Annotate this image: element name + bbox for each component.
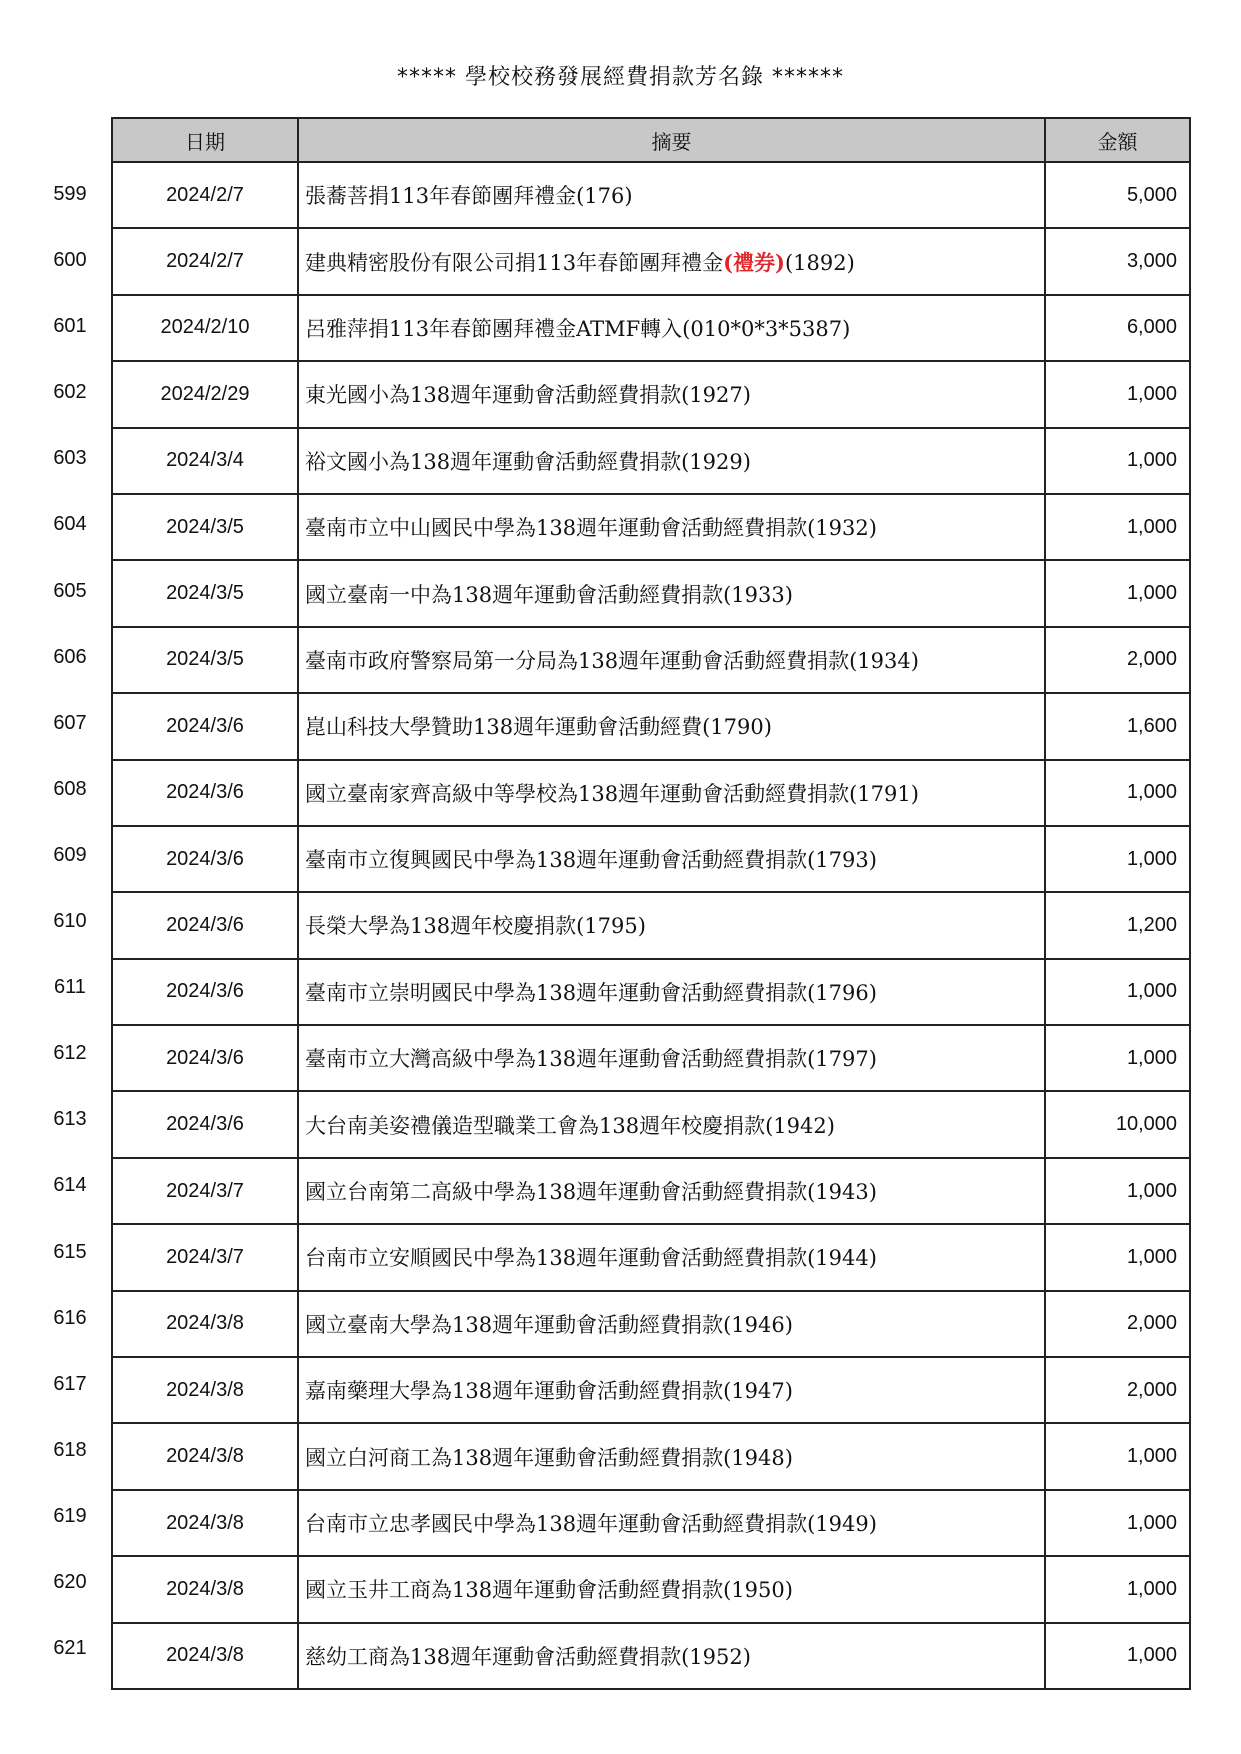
donation-date: 2024/3/6 xyxy=(112,1025,298,1091)
table-row xyxy=(112,1025,1190,1091)
donation-amount: 1,000 xyxy=(1045,826,1190,892)
table-row xyxy=(112,1357,1190,1423)
summary-text: 國立臺南家齊高級中等學校為138週年運動會活動經費捐款(1791) xyxy=(305,781,919,806)
row-number: 611 xyxy=(54,976,86,999)
summary-text: 國立台南第二高級中學為138週年運動會活動經費捐款(1943) xyxy=(305,1180,877,1205)
donation-amount: 1,000 xyxy=(1045,361,1190,427)
table-row xyxy=(112,1556,1190,1622)
donation-summary xyxy=(298,1423,1045,1489)
row-number: 612 xyxy=(53,1042,87,1065)
table-row xyxy=(112,1224,1190,1290)
summary-text: 崑山科技大學贊助138週年運動會活動經費(1790) xyxy=(305,715,772,740)
table-row xyxy=(112,361,1190,427)
table-row xyxy=(112,162,1190,228)
donation-amount: 1,000 xyxy=(1045,959,1190,1025)
donation-amount: 1,000 xyxy=(1045,1556,1190,1622)
donation-amount: 1,000 xyxy=(1045,1490,1190,1556)
summary-text: 臺南市立中山國民中學為138週年運動會活動經費捐款(1932) xyxy=(305,516,877,541)
table-row xyxy=(112,959,1190,1025)
donation-amount: 1,000 xyxy=(1045,428,1190,494)
donation-summary xyxy=(298,1091,1045,1157)
donation-amount: 2,000 xyxy=(1045,1357,1190,1423)
donation-date: 2024/2/7 xyxy=(112,162,298,228)
table-row xyxy=(112,693,1190,759)
donation-amount: 1,600 xyxy=(1045,693,1190,759)
summary-highlight: (禮券) xyxy=(723,249,785,275)
summary-text: 建典精密股份有限公司捐113年春節團拜禮金 xyxy=(305,250,724,275)
table-row xyxy=(112,760,1190,826)
row-number: 618 xyxy=(53,1438,87,1461)
summary-text: 東光國小為138週年運動會活動經費捐款(1927) xyxy=(305,383,751,408)
donation-date: 2024/3/6 xyxy=(112,693,298,759)
table-row xyxy=(112,1091,1190,1157)
donation-amount: 1,000 xyxy=(1045,760,1190,826)
donation-date: 2024/2/10 xyxy=(112,295,298,361)
summary-text: 裕文國小為138週年運動會活動經費捐款(1929) xyxy=(305,449,751,474)
table-row xyxy=(112,1423,1190,1489)
donation-summary xyxy=(298,1224,1045,1290)
row-number: 617 xyxy=(53,1372,87,1395)
summary-text: 慈幼工商為138週年運動會活動經費捐款(1952) xyxy=(305,1644,751,1669)
row-number: 603 xyxy=(53,447,87,470)
donation-amount: 1,000 xyxy=(1045,1423,1190,1489)
table-row xyxy=(112,428,1190,494)
donation-date: 2024/3/8 xyxy=(112,1490,298,1556)
table-row xyxy=(112,892,1190,958)
summary-text: 張蕎菩捐113年春節團拜禮金(176) xyxy=(305,184,633,209)
row-number: 615 xyxy=(53,1240,87,1263)
summary-text: 國立臺南一中為138週年運動會活動經費捐款(1933) xyxy=(305,582,793,607)
donation-summary xyxy=(298,361,1045,427)
summary-tail: (1892) xyxy=(784,250,855,275)
donation-summary xyxy=(298,1291,1045,1357)
summary-text: 臺南市政府警察局第一分局為138週年運動會活動經費捐款(1934) xyxy=(305,648,919,673)
donation-date: 2024/3/6 xyxy=(112,1091,298,1157)
table-row xyxy=(112,1623,1190,1689)
donation-date: 2024/3/6 xyxy=(112,760,298,826)
row-number: 620 xyxy=(53,1570,87,1593)
donation-summary xyxy=(298,627,1045,693)
table-row xyxy=(112,1291,1190,1357)
row-number-column xyxy=(40,161,100,1681)
row-number: 606 xyxy=(53,645,87,668)
donation-date: 2024/3/4 xyxy=(112,428,298,494)
donation-date: 2024/3/7 xyxy=(112,1224,298,1290)
donation-summary xyxy=(298,959,1045,1025)
summary-text: 台南市立忠孝國民中學為138週年運動會活動經費捐款(1949) xyxy=(305,1512,877,1536)
donation-amount: 1,000 xyxy=(1045,1224,1190,1290)
donation-table xyxy=(111,117,1191,1690)
donation-summary xyxy=(298,1025,1045,1091)
donation-date: 2024/3/8 xyxy=(112,1423,298,1489)
donation-summary xyxy=(298,760,1045,826)
row-number: 602 xyxy=(53,381,87,404)
row-number: 619 xyxy=(53,1504,87,1527)
donation-amount: 1,000 xyxy=(1045,1623,1190,1689)
donation-date: 2024/3/8 xyxy=(112,1556,298,1622)
column-header-amount: 金額 xyxy=(1045,118,1190,162)
row-number: 607 xyxy=(53,711,87,734)
summary-text: 嘉南藥理大學為138週年運動會活動經費捐款(1947) xyxy=(305,1379,793,1404)
row-number: 599 xyxy=(53,183,87,205)
row-number: 616 xyxy=(53,1306,87,1329)
donation-date: 2024/2/7 xyxy=(112,228,298,294)
summary-text: 國立白河商工為138週年運動會活動經費捐款(1948) xyxy=(305,1445,793,1470)
donation-summary xyxy=(298,1490,1045,1556)
donation-summary xyxy=(298,162,1045,228)
table-row xyxy=(112,295,1190,361)
donation-summary xyxy=(298,494,1045,560)
donation-amount: 2,000 xyxy=(1045,1291,1190,1357)
summary-text: 臺南市立大灣高級中學為138週年運動會活動經費捐款(1797) xyxy=(305,1047,877,1072)
donation-date: 2024/3/8 xyxy=(112,1291,298,1357)
donation-summary xyxy=(298,693,1045,759)
donation-date: 2024/3/6 xyxy=(112,959,298,1025)
table-row xyxy=(112,627,1190,693)
donation-summary xyxy=(298,1556,1045,1622)
donation-summary xyxy=(298,228,1045,294)
table-header-row xyxy=(112,118,1190,162)
donation-date: 2024/3/7 xyxy=(112,1158,298,1224)
donation-summary xyxy=(298,1158,1045,1224)
donation-summary xyxy=(298,892,1045,958)
donation-amount: 1,200 xyxy=(1045,892,1190,958)
donation-amount: 1,000 xyxy=(1045,1025,1190,1091)
donation-summary xyxy=(298,826,1045,892)
donation-summary xyxy=(298,428,1045,494)
donation-amount: 3,000 xyxy=(1045,228,1190,294)
column-header-summary: 摘要 xyxy=(298,118,1045,162)
summary-text: 大台南美姿禮儀造型職業工會為138週年校慶捐款(1942) xyxy=(305,1113,835,1138)
table-row xyxy=(112,228,1190,294)
row-number: 621 xyxy=(53,1637,87,1660)
summary-text: 呂雅萍捐113年春節團拜禮金ATMF轉入(010*0*3*5387) xyxy=(305,316,851,341)
donation-amount: 1,000 xyxy=(1045,494,1190,560)
row-number: 613 xyxy=(53,1108,87,1131)
donation-summary xyxy=(298,295,1045,361)
donation-amount: 1,000 xyxy=(1045,1158,1190,1224)
donation-amount: 5,000 xyxy=(1045,162,1190,228)
table-row xyxy=(112,826,1190,892)
donation-summary xyxy=(298,1357,1045,1423)
row-number: 614 xyxy=(53,1174,87,1197)
donation-summary xyxy=(298,1623,1045,1689)
row-number: 608 xyxy=(53,777,87,800)
summary-text: 臺南市立崇明國民中學為138週年運動會活動經費捐款(1796) xyxy=(305,980,877,1005)
row-number: 600 xyxy=(53,249,87,272)
summary-text: 臺南市立復興國民中學為138週年運動會活動經費捐款(1793) xyxy=(305,848,877,873)
donation-amount: 10,000 xyxy=(1045,1091,1190,1157)
donation-amount: 2,000 xyxy=(1045,627,1190,693)
donation-summary xyxy=(298,560,1045,626)
page-title: ***** 學校校務發展經費捐款芳名錄 ****** xyxy=(397,65,844,90)
donation-amount: 6,000 xyxy=(1045,295,1190,361)
table-row xyxy=(112,1158,1190,1224)
donation-date: 2024/3/8 xyxy=(112,1357,298,1423)
donation-date: 2024/2/29 xyxy=(112,361,298,427)
donation-date: 2024/3/6 xyxy=(112,892,298,958)
donation-amount: 1,000 xyxy=(1045,560,1190,626)
table-row xyxy=(112,494,1190,560)
summary-text: 國立臺南大學為138週年運動會活動經費捐款(1946) xyxy=(305,1312,793,1337)
summary-text: 台南市立安順國民中學為138週年運動會活動經費捐款(1944) xyxy=(305,1246,877,1271)
donation-date: 2024/3/5 xyxy=(112,494,298,560)
donation-date: 2024/3/6 xyxy=(112,826,298,892)
donation-date: 2024/3/5 xyxy=(112,560,298,626)
table-row xyxy=(112,1490,1190,1556)
row-number: 609 xyxy=(53,843,87,866)
row-number: 610 xyxy=(53,910,87,933)
summary-text: 國立玉井工商為138週年運動會活動經費捐款(1950) xyxy=(305,1578,793,1603)
donation-date: 2024/3/5 xyxy=(112,627,298,693)
row-number: 605 xyxy=(53,579,87,602)
row-number: 604 xyxy=(53,513,87,536)
row-number: 601 xyxy=(53,315,87,338)
table-row xyxy=(112,560,1190,626)
donation-date: 2024/3/8 xyxy=(112,1623,298,1689)
column-header-date: 日期 xyxy=(112,118,298,162)
summary-text: 長榮大學為138週年校慶捐款(1795) xyxy=(305,914,646,939)
